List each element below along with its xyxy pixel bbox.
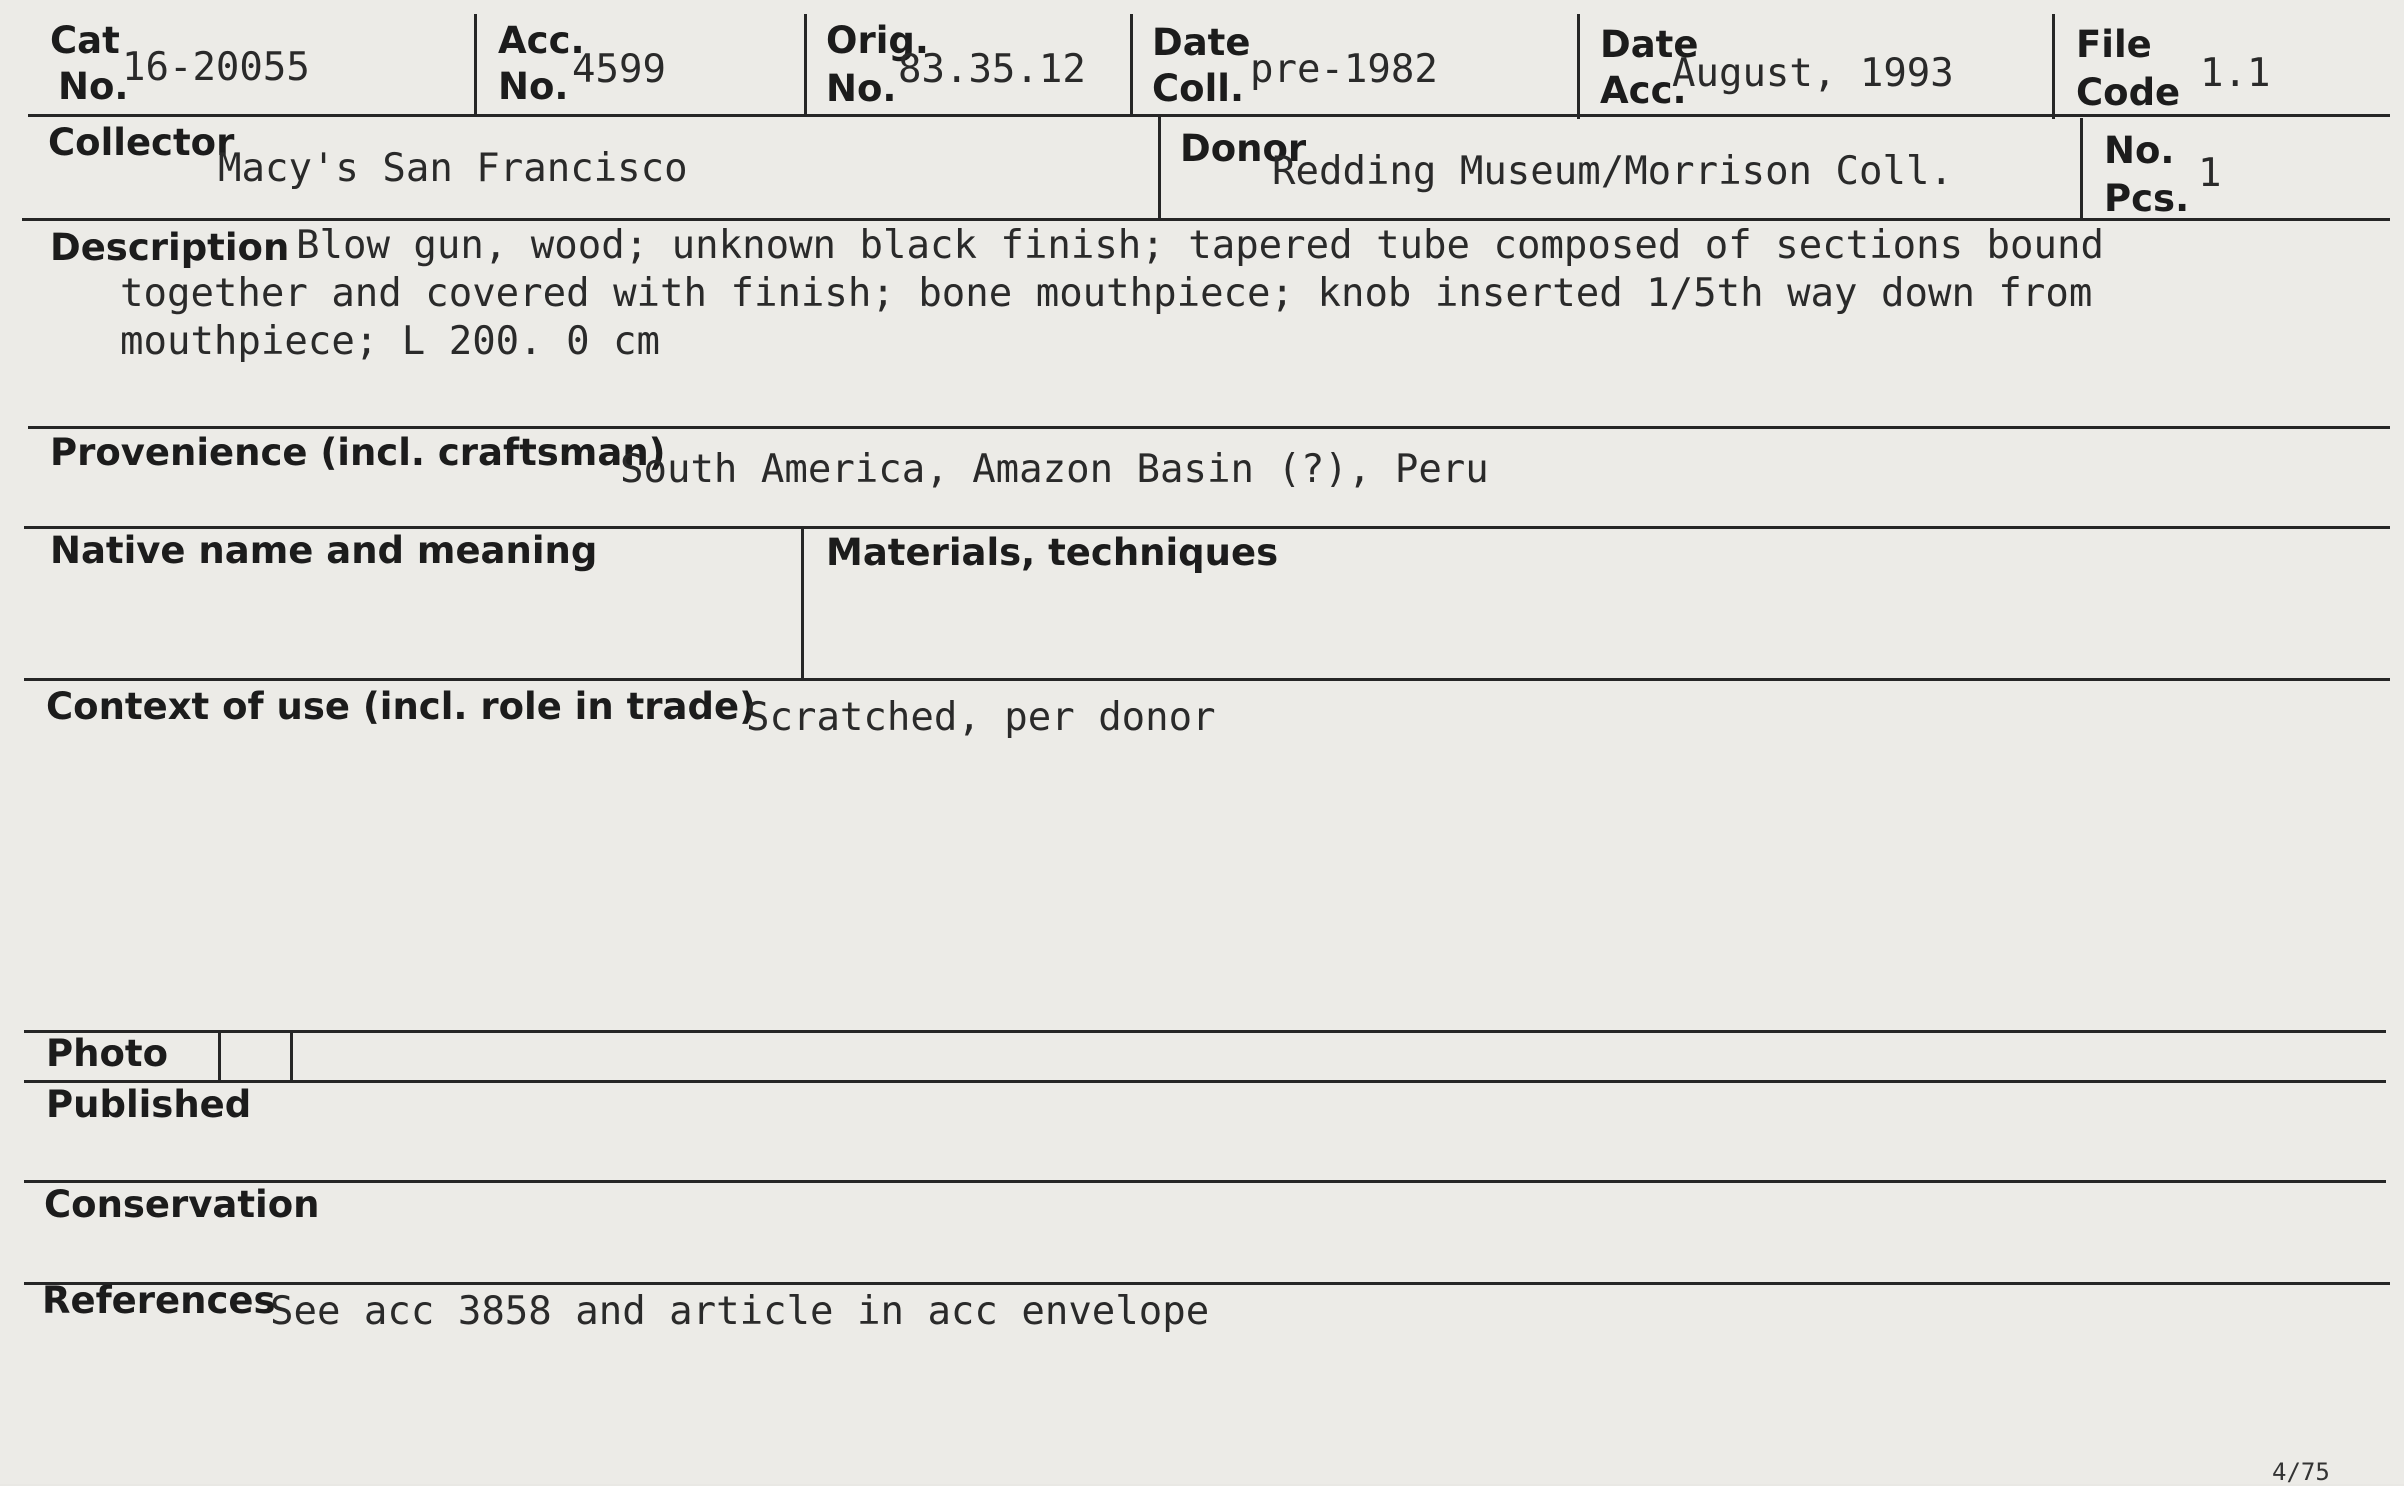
description-line-1: Blow gun, wood; unknown black finish; tapered tube composed of sections bound bbox=[296, 223, 2104, 268]
acc-no-label-2: No. bbox=[498, 65, 569, 108]
date-coll-value: pre-1982 bbox=[1250, 47, 1438, 92]
rule-description-bottom bbox=[28, 426, 2390, 429]
divider-cat-acc bbox=[474, 14, 477, 115]
date-coll-label-2: Coll. bbox=[1152, 67, 1244, 110]
divider-orig-datecoll bbox=[1130, 14, 1133, 115]
divider-collector-donor bbox=[1158, 115, 1161, 220]
file-code-value: 1.1 bbox=[2200, 51, 2271, 96]
rule-published-bottom bbox=[24, 1180, 2386, 1183]
description-line-2: together and covered with finish; bone mouthpiece; knob inserted 1/5th way down from bbox=[120, 271, 2093, 316]
cat-no-label-1: Cat bbox=[50, 19, 120, 62]
no-pcs-label-2: Pcs. bbox=[2104, 177, 2190, 220]
date-coll-label-1: Date bbox=[1152, 21, 1251, 64]
orig-no-label-2: No. bbox=[826, 67, 897, 110]
provenience-label: Provenience (incl. craftsman) bbox=[50, 431, 666, 474]
photo-box-divider-2 bbox=[290, 1031, 293, 1082]
references-label: References bbox=[42, 1279, 276, 1322]
rule-row2-bottom bbox=[22, 218, 2390, 221]
photo-box-divider-1 bbox=[218, 1031, 221, 1082]
description-label: Description bbox=[50, 226, 290, 269]
orig-no-label-1: Orig. bbox=[826, 19, 929, 62]
rule-conservation-bottom bbox=[24, 1282, 2390, 1285]
description-line-3: mouthpiece; L 200. 0 cm bbox=[120, 319, 661, 364]
cat-no-label-2: No. bbox=[58, 65, 129, 108]
orig-no-value: 83.35.12 bbox=[898, 47, 1086, 92]
native-name-label: Native name and meaning bbox=[50, 529, 598, 572]
divider-donor-nopcs bbox=[2080, 118, 2083, 220]
context-label: Context of use (incl. role in trade) bbox=[46, 685, 756, 728]
file-code-label-2: Code bbox=[2076, 71, 2181, 114]
date-acc-label-2: Acc. bbox=[1600, 69, 1687, 112]
donor-label: Donor bbox=[1180, 127, 1307, 170]
rule-photo-bottom bbox=[24, 1080, 2386, 1083]
collector-value: Macy's San Francisco bbox=[218, 146, 688, 191]
photo-label: Photo bbox=[46, 1032, 168, 1075]
date-acc-label-1: Date bbox=[1600, 23, 1699, 66]
no-pcs-label-1: No. bbox=[2104, 129, 2175, 172]
rule-header-bottom bbox=[28, 114, 2390, 117]
divider-acc-orig bbox=[804, 14, 807, 115]
divider-datecoll-dateacc bbox=[1577, 14, 1580, 119]
donor-value: Redding Museum/Morrison Coll. bbox=[1272, 149, 1953, 194]
cat-no-value: 16-20055 bbox=[122, 45, 310, 90]
collector-label: Collector bbox=[48, 121, 235, 164]
no-pcs-value: 1 bbox=[2198, 151, 2222, 196]
conservation-label: Conservation bbox=[44, 1183, 320, 1226]
date-acc-value: August, 1993 bbox=[1672, 51, 1954, 96]
published-label: Published bbox=[46, 1083, 252, 1126]
rule-materials-bottom bbox=[24, 678, 2390, 681]
divider-dateacc-filecode bbox=[2052, 14, 2055, 119]
form-code: 4/75 bbox=[2272, 1458, 2330, 1486]
file-code-label-1: File bbox=[2076, 23, 2152, 66]
acc-no-label-1: Acc. bbox=[498, 19, 585, 62]
context-value: Scratched, per donor bbox=[746, 695, 1216, 740]
rule-context-bottom bbox=[24, 1030, 2386, 1033]
references-value: See acc 3858 and article in acc envelope bbox=[270, 1289, 1210, 1334]
provenience-value: South America, Amazon Basin (?), Peru bbox=[620, 447, 1489, 492]
divider-native-materials bbox=[801, 527, 804, 679]
acc-no-value: 4599 bbox=[572, 47, 666, 92]
materials-label: Materials, techniques bbox=[826, 531, 1279, 574]
